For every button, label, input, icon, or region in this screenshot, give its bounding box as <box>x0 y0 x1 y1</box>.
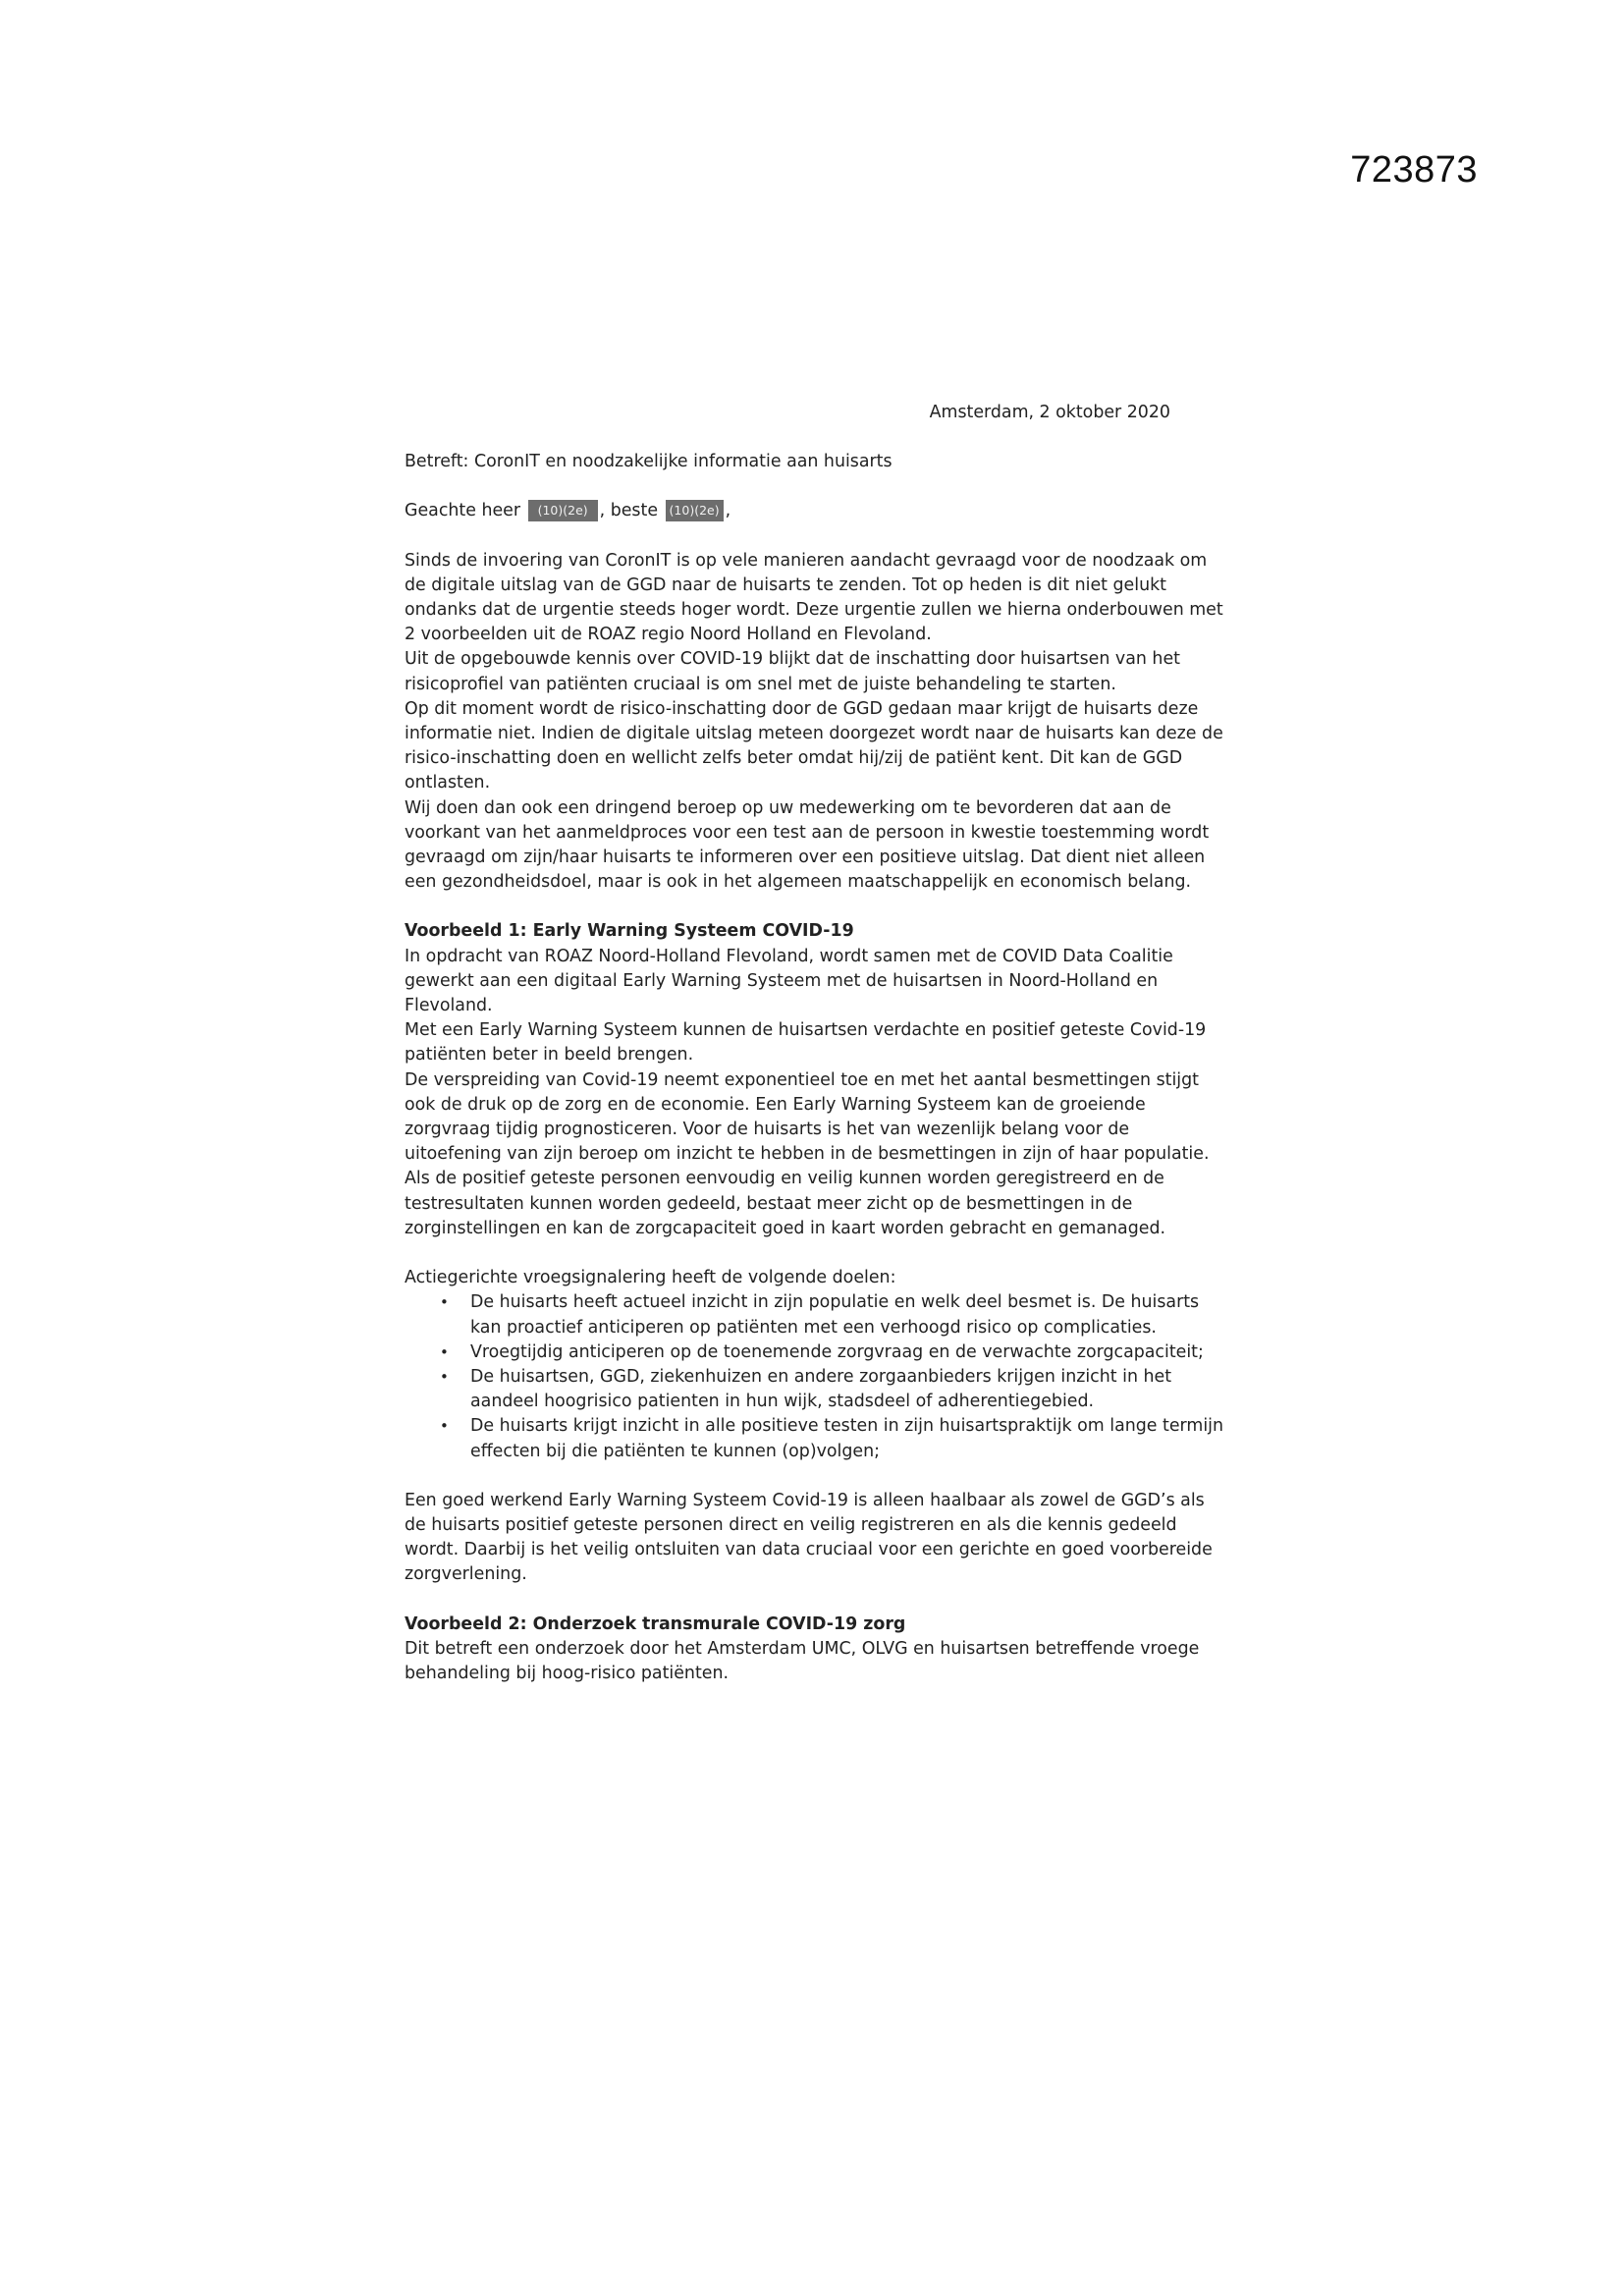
salutation-middle: , beste <box>599 501 659 521</box>
intro-paragraph: Wij doen dan ook een dringend beroep op uw medewerking om te bevorderen dat aan de voorkant van het aanmeldproces voor een test aan de persoon in kwestie toestemming wordt gevraagd om zijn/haar huisarts te informeren over een positieve uitslag. Dat dient niet alleen een gezondheidsdoel, maar is ook in het algemeen maatschappelijk en economisch belang. <box>405 797 1210 893</box>
bullet-icon: • <box>440 1293 449 1312</box>
example-1-closing-paragraph: Een goed werkend Early Warning Systeem Covid-19 is alleen haalbaar als zowel de GGD’s als de huisarts positief geteste personen direct en veilig registreren en als die kennis gedeeld wordt. Daarbij is het veilig ontsluiten van data cruciaal voor een gerichte en goed voorbereide zorgverlening. <box>405 1490 1213 1585</box>
document-id-number: 723873 <box>1350 149 1478 191</box>
bullet-icon: • <box>440 1417 449 1436</box>
bullet-icon: • <box>440 1342 449 1361</box>
example-1-heading: Voorbeeld 1: Early Warning Systeem COVID-19 <box>405 921 854 942</box>
goal-list-item <box>405 1290 1229 1339</box>
intro-paragraph: Op dit moment wordt de risico-inschatting door de GGD gedaan maar krijgt de huisarts deze informatie niet. Indien de digitale uitslag meteen doorgezet wordt naar de huisarts kan deze de risico-inschatting doen en wellicht zelfs beter omdat hij/zij de patiënt kent. Dit kan de GGD ontlasten. <box>405 698 1223 793</box>
goals-intro: Actiegerichte vroegsignalering heeft de volgende doelen: <box>405 1268 896 1288</box>
goals-list <box>405 1290 1229 1463</box>
goal-list-item <box>405 1340 1229 1365</box>
salutation <box>405 499 1229 523</box>
example-1-paragraph: De verspreiding van Covid-19 neemt exponentieel toe en met het aantal besmettingen stijgt ook de druk op de zorg en de economie. Een Early Warning Systeem kan de groeiende zorgvraag tijdig prognosticeren. Voor de huisarts is het van wezenlijk belang voor de uitoefening van zijn beroep om inzicht te hebben in de besmettingen in zijn of haar populatie. Als de positief geteste personen eenvoudig en veilig kunnen worden geregistreerd en de testresultaten kunnen worden gedeeld, bestaat meer zicht op de besmettingen in de zorginstellingen en kan de zorgcapaciteit goed in kaart worden gebracht en gemanaged. <box>405 1069 1210 1238</box>
intro-paragraph: Sinds de invoering van CoronIT is op vele manieren aandacht gevraagd voor de noodzaak om de digitale uitslag van de GGD naar de huisarts te zenden. Tot op heden is dit niet gelukt ondanks dat de urgentie steeds hoger wordt. Deze urgentie zullen we hierna onderbouwen met 2 voorbeelden uit de ROAZ regio Noord Holland en Flevoland. <box>405 550 1223 645</box>
date-line: Amsterdam, 2 oktober 2020 <box>929 403 1170 422</box>
goal-text: De huisartsen, GGD, ziekenhuizen en andere zorgaanbieders krijgen inzicht in het aandeel hoogrisico patienten in hun wijk, stadsdeel of adherentiegebied. <box>470 1366 1172 1412</box>
letter-body <box>405 401 1229 1711</box>
intro-paragraph: Uit de opgebouwde kennis over COVID-19 blijkt dat de inschatting door huisartsen van het risicoprofiel van patiënten cruciaal is om snel met de juiste behandeling te starten. <box>405 649 1180 694</box>
example-1-section <box>405 919 1229 1241</box>
intro-section <box>405 549 1229 896</box>
goal-text: Vroegtijdig anticiperen op de toenemende zorgvraag en de verwachte zorgcapaciteit; <box>470 1341 1204 1362</box>
redaction-block: (10)(2e) <box>666 500 724 521</box>
example-1-paragraph: In opdracht van ROAZ Noord-Holland Flevoland, wordt samen met de COVID Data Coalitie gewerkt aan een digitaal Early Warning Systeem met de huisartsen in Noord-Holland en Flevoland. <box>405 946 1173 1016</box>
bullet-icon: • <box>440 1367 449 1386</box>
subject-line: Betreft: CoronIT en noodzakelijke informatie aan huisarts <box>405 452 893 472</box>
salutation-prefix: Geachte heer <box>405 501 521 521</box>
goal-list-item <box>405 1414 1229 1463</box>
example-2-paragraph: Dit betreft een onderzoek door het Amsterdam UMC, OLVG en huisartsen betreffende vroege behandeling bij hoog-risico patiënten. <box>405 1638 1200 1683</box>
goal-text: De huisarts krijgt inzicht in alle positieve testen in zijn huisartspraktijk om lange termijn effecten bij die patiënten te kunnen (op)volgen; <box>470 1416 1224 1461</box>
goal-text: De huisarts heeft actueel inzicht in zijn populatie en welk deel besmet is. De huisarts kan proactief anticiperen op patiënten met een verhoogd risico op complicaties. <box>470 1292 1200 1338</box>
example-1-paragraph: Met een Early Warning Systeem kunnen de huisartsen verdachte en positief geteste Covid-19 patiënten beter in beeld brengen. <box>405 1020 1207 1066</box>
goal-list-item <box>405 1365 1229 1414</box>
example-2-section <box>405 1613 1229 1687</box>
redaction-block: (10)(2e) <box>528 500 598 521</box>
example-2-heading: Voorbeeld 2: Onderzoek transmurale COVID-19 zorg <box>405 1613 906 1634</box>
salutation-suffix: , <box>725 501 731 521</box>
